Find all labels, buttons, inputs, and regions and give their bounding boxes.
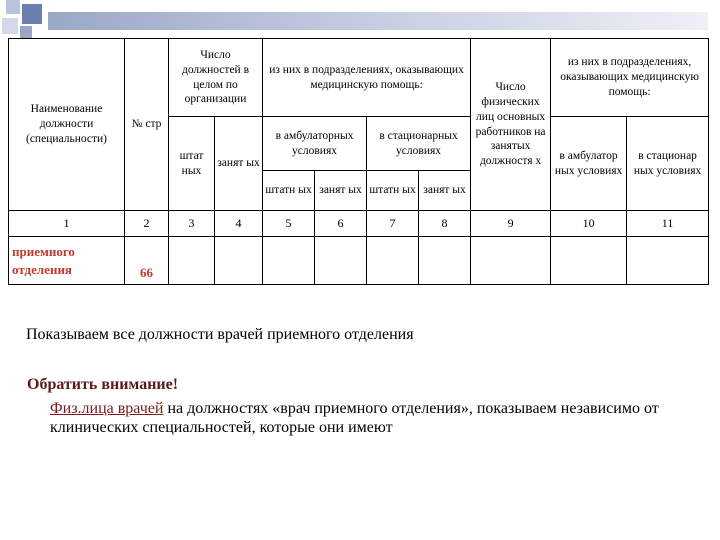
deco-square (6, 0, 20, 14)
column-number: 6 (315, 211, 367, 237)
header-row-number: № стр (125, 39, 169, 211)
header-positions-total: Число должностей в целом по организации (169, 39, 263, 117)
statistics-form-table (8, 38, 709, 285)
column-number: 5 (263, 211, 315, 237)
column-number: 9 (471, 211, 551, 237)
header-occupied: занят ых (215, 117, 263, 211)
header-inpatient-occupied: занят ых (419, 171, 471, 211)
header-inpatient-staff: штатн ых (367, 171, 419, 211)
table-cell (419, 237, 471, 285)
header-inpatient: в стационарных условиях (367, 117, 471, 171)
table-cell (367, 237, 419, 285)
header-medical-units: из них в подразделениях, оказывающих медицинскую помощь: (263, 39, 471, 117)
column-number: 10 (551, 211, 627, 237)
header-outpatient: в амбулаторных условиях (263, 117, 367, 171)
header-physical-persons: Число физических лиц основных работников на занятых должностя х (471, 39, 551, 211)
column-number: 8 (419, 211, 471, 237)
table-cell (169, 237, 215, 285)
underlined-term: Физ.лица врачей (50, 400, 164, 417)
table-cell (263, 237, 315, 285)
column-number: 11 (627, 211, 709, 237)
column-number: 1 (9, 211, 125, 237)
note-all-positions: Показываем все должности врачей приемного отделения (26, 326, 414, 343)
attention-rest: на должностях «врач приемного отделения», показываем независимо от клинических специальностей, которые они имеют (50, 400, 659, 436)
slide-header-decoration (0, 0, 720, 40)
table-cell (315, 237, 367, 285)
attention-text (50, 400, 695, 438)
deco-square (22, 4, 42, 24)
deco-square (2, 18, 18, 34)
header-outpatient-staff: штатн ых (263, 171, 315, 211)
column-number: 7 (367, 211, 419, 237)
row-number: 66 (125, 237, 169, 285)
column-number: 4 (215, 211, 263, 237)
header-outpatient-occupied: занят ых (315, 171, 367, 211)
header-position-name: Наименование должности (специальности) (9, 39, 125, 211)
header-physical-outpatient: в амбулатор ных условиях (551, 117, 627, 211)
table-cell (215, 237, 263, 285)
column-number: 3 (169, 211, 215, 237)
column-number: 2 (125, 211, 169, 237)
table-cell (551, 237, 627, 285)
attention-heading: Обратить внимание! (27, 376, 179, 393)
row-position-label: приемного отделения (9, 237, 125, 285)
table-cell (627, 237, 709, 285)
table-cell (471, 237, 551, 285)
header-staff: штат ных (169, 117, 215, 211)
header-physical-inpatient: в стационар ных условиях (627, 117, 709, 211)
header-physical-medical-units: из них в подразделениях, оказывающих медицинскую помощь: (551, 39, 709, 117)
deco-square (20, 26, 32, 38)
deco-bar (48, 12, 708, 30)
